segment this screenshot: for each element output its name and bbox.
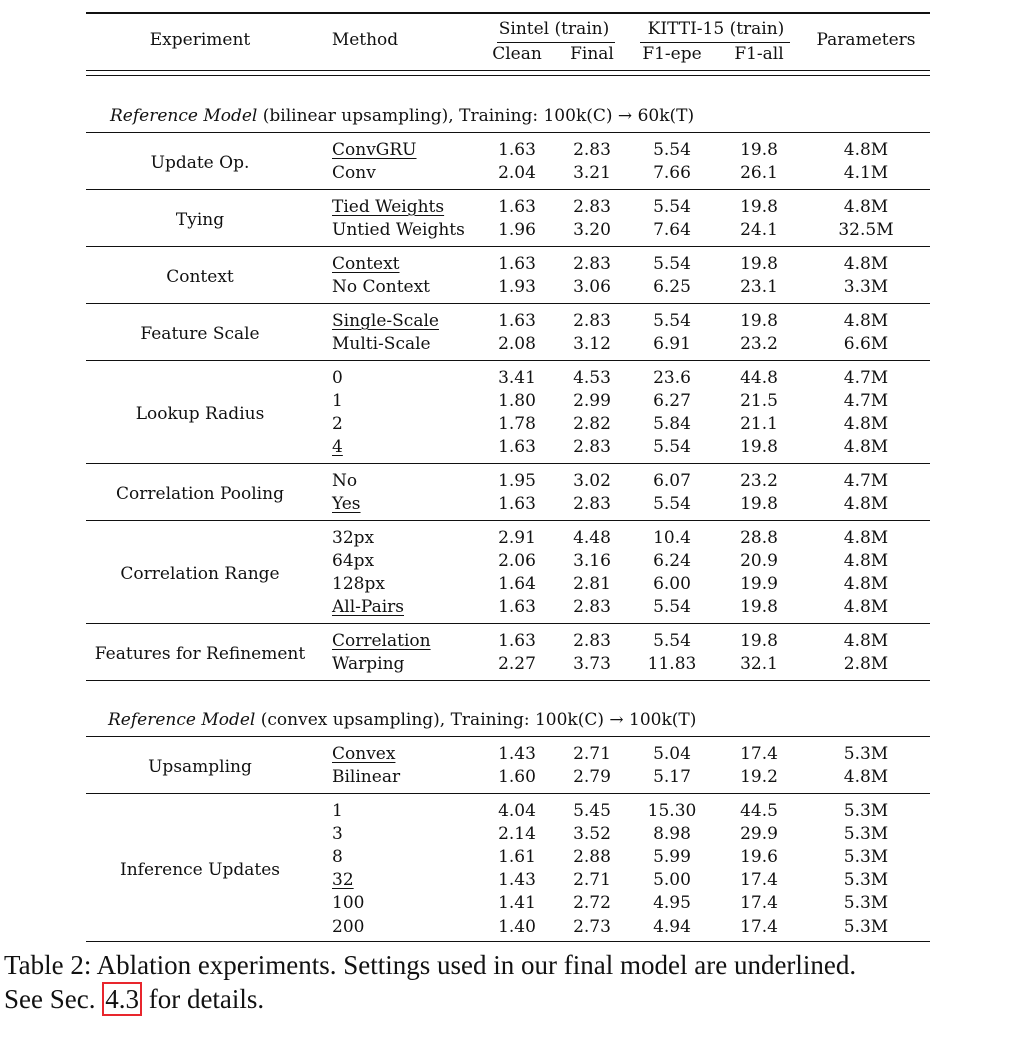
table-rule xyxy=(86,463,930,464)
value-cell-params: 5.3M xyxy=(843,801,889,821)
value-cell-epe: 5.00 xyxy=(653,870,691,891)
value-cell-all: 23.2 xyxy=(740,471,778,491)
header-method: Method xyxy=(331,30,399,50)
value-cell-epe: 6.00 xyxy=(653,574,691,595)
value-cell-final: 2.83 xyxy=(573,197,611,217)
value-cell-epe: 6.91 xyxy=(653,334,691,355)
table-rule xyxy=(86,246,930,247)
method-cell: No Context xyxy=(332,277,431,298)
table-rule xyxy=(86,360,930,361)
section-title-italic: Reference Model xyxy=(110,106,258,126)
value-cell-all: 17.4 xyxy=(740,744,778,764)
value-cell-final: 2.79 xyxy=(573,767,611,788)
value-cell-final: 2.83 xyxy=(573,494,611,515)
value-cell-params: 4.7M xyxy=(843,368,889,388)
value-cell-params: 4.8M xyxy=(843,140,889,160)
value-cell-epe: 5.54 xyxy=(653,140,691,160)
value-cell-all: 44.8 xyxy=(740,368,778,388)
value-cell-clean: 1.41 xyxy=(498,893,536,914)
value-cell-epe: 5.54 xyxy=(653,597,691,618)
method-cell: Context xyxy=(332,254,400,274)
value-cell-final: 2.83 xyxy=(573,597,611,618)
top-rule xyxy=(86,12,930,14)
value-cell-clean: 1.43 xyxy=(498,744,536,764)
value-cell-clean: 1.93 xyxy=(498,277,536,298)
caption xyxy=(4,948,1014,1016)
value-cell-all: 23.2 xyxy=(740,334,778,355)
value-cell-params: 5.3M xyxy=(843,893,889,914)
method-cell: All-Pairs xyxy=(332,597,404,618)
value-cell-all: 32.1 xyxy=(740,654,778,675)
value-cell-params: 3.3M xyxy=(843,277,889,298)
table-rule xyxy=(86,793,930,794)
value-cell-clean: 1.43 xyxy=(498,870,536,891)
value-cell-epe: 8.98 xyxy=(653,824,691,845)
header-clean: Clean xyxy=(492,44,542,64)
value-cell-final: 3.73 xyxy=(573,654,611,675)
caption-text-pre: See Sec. xyxy=(4,984,103,1014)
value-cell-epe: 5.04 xyxy=(653,744,691,764)
value-cell-params: 5.3M xyxy=(843,744,889,764)
value-cell-final: 2.83 xyxy=(573,437,611,458)
table-rule xyxy=(86,132,930,133)
value-cell-clean: 2.06 xyxy=(498,551,536,572)
section-title-bilinear xyxy=(110,106,694,126)
value-cell-final: 4.48 xyxy=(573,528,611,548)
value-cell-epe: 6.27 xyxy=(653,391,691,412)
method-cell: 3 xyxy=(332,824,343,845)
value-cell-all: 19.8 xyxy=(740,140,778,160)
value-cell-params: 4.8M xyxy=(843,597,889,618)
value-cell-params: 4.8M xyxy=(843,551,889,572)
value-cell-all: 19.9 xyxy=(740,574,778,595)
section-title-rest: (convex upsampling), Training: 100k(C) → 100k(T) xyxy=(260,710,697,730)
experiment-name: Update Op. xyxy=(150,153,250,174)
value-cell-params: 4.8M xyxy=(843,254,889,274)
header-f1-all: F1-all xyxy=(734,44,784,64)
table-rule xyxy=(86,736,930,737)
value-cell-epe: 5.17 xyxy=(653,767,691,788)
value-cell-params: 5.3M xyxy=(843,847,889,868)
header-sintel: Sintel (train) xyxy=(498,19,610,39)
sintel-group-line xyxy=(497,42,615,43)
value-cell-params: 4.8M xyxy=(843,437,889,458)
value-cell-clean: 1.63 xyxy=(498,437,536,458)
value-cell-clean: 1.80 xyxy=(498,391,536,412)
caption-line-1: Table 2: Ablation experiments. Settings used in our final model are underlined. xyxy=(4,950,857,980)
value-cell-all: 20.9 xyxy=(740,551,778,572)
value-cell-all: 17.4 xyxy=(740,870,778,891)
value-cell-all: 19.8 xyxy=(740,197,778,217)
value-cell-params: 2.8M xyxy=(843,654,889,675)
method-cell: Tied Weights xyxy=(332,197,445,217)
method-cell: 64px xyxy=(332,551,375,572)
header-f1-epe: F1-epe xyxy=(642,44,702,64)
value-cell-final: 3.02 xyxy=(573,471,611,491)
method-cell: 32px xyxy=(332,528,375,548)
value-cell-params: 32.5M xyxy=(838,220,894,241)
experiment-name: Upsampling xyxy=(148,757,252,778)
value-cell-final: 2.72 xyxy=(573,893,611,914)
value-cell-all: 19.8 xyxy=(740,494,778,515)
method-cell: Bilinear xyxy=(332,767,401,788)
value-cell-params: 4.1M xyxy=(843,163,889,184)
method-cell: Conv xyxy=(332,163,376,184)
value-cell-clean: 2.91 xyxy=(498,528,536,548)
value-cell-clean: 1.78 xyxy=(498,414,536,435)
value-cell-clean: 1.60 xyxy=(498,767,536,788)
value-cell-epe: 5.54 xyxy=(653,437,691,458)
value-cell-params: 4.8M xyxy=(843,494,889,515)
value-cell-epe: 6.25 xyxy=(653,277,691,298)
table-rule xyxy=(86,189,930,190)
value-cell-clean: 1.64 xyxy=(498,574,536,595)
value-cell-params: 4.8M xyxy=(843,574,889,595)
section-title-rest: (bilinear upsampling), Training: 100k(C) → 60k(T) xyxy=(262,106,695,126)
method-cell: Single-Scale xyxy=(332,311,439,331)
value-cell-params: 4.8M xyxy=(843,311,889,331)
value-cell-all: 44.5 xyxy=(740,801,778,821)
value-cell-final: 2.73 xyxy=(573,916,611,937)
caption-line-2 xyxy=(4,982,1014,1016)
kitti-group-line xyxy=(640,42,790,43)
value-cell-all: 19.6 xyxy=(740,847,778,868)
value-cell-clean: 1.63 xyxy=(498,197,536,217)
experiment-name: Tying xyxy=(175,210,225,231)
method-cell: 8 xyxy=(332,847,343,868)
value-cell-final: 2.71 xyxy=(573,744,611,764)
method-cell: 4 xyxy=(332,437,343,458)
value-cell-final: 4.53 xyxy=(573,368,611,388)
experiment-name: Correlation Pooling xyxy=(116,484,284,505)
method-cell: 1 xyxy=(332,801,343,821)
experiment-name: Features for Refinement xyxy=(94,644,306,665)
value-cell-epe: 4.94 xyxy=(653,916,691,937)
header-kitti: KITTI-15 (train) xyxy=(647,19,785,39)
value-cell-final: 2.82 xyxy=(573,414,611,435)
value-cell-params: 5.3M xyxy=(843,870,889,891)
value-cell-all: 17.4 xyxy=(740,893,778,914)
value-cell-all: 17.4 xyxy=(740,916,778,937)
value-cell-final: 5.45 xyxy=(573,801,611,821)
value-cell-final: 2.71 xyxy=(573,870,611,891)
value-cell-final: 3.06 xyxy=(573,277,611,298)
table-rule xyxy=(86,680,930,681)
method-cell: 32 xyxy=(332,870,354,891)
value-cell-params: 4.8M xyxy=(843,767,889,788)
value-cell-clean: 1.63 xyxy=(498,631,536,651)
experiment-name: Correlation Range xyxy=(120,564,280,585)
value-cell-clean: 2.04 xyxy=(498,163,536,184)
value-cell-params: 4.7M xyxy=(843,471,889,491)
value-cell-epe: 7.66 xyxy=(653,163,691,184)
value-cell-clean: 2.14 xyxy=(498,824,536,845)
section-reference-link[interactable]: 4.3 xyxy=(102,982,142,1016)
method-cell: 100 xyxy=(332,893,365,914)
section-title-convex xyxy=(108,710,696,730)
value-cell-epe: 5.54 xyxy=(653,197,691,217)
value-cell-all: 23.1 xyxy=(740,277,778,298)
table-rule xyxy=(86,623,930,624)
value-cell-params: 4.7M xyxy=(843,391,889,412)
method-cell: 0 xyxy=(332,368,343,388)
value-cell-clean: 1.96 xyxy=(498,220,536,241)
value-cell-final: 2.83 xyxy=(573,311,611,331)
value-cell-all: 29.9 xyxy=(740,824,778,845)
value-cell-all: 28.8 xyxy=(740,528,778,548)
value-cell-all: 19.8 xyxy=(740,631,778,651)
value-cell-epe: 10.4 xyxy=(653,528,691,548)
value-cell-clean: 3.41 xyxy=(498,368,536,388)
value-cell-clean: 1.95 xyxy=(498,471,536,491)
value-cell-params: 4.8M xyxy=(843,528,889,548)
value-cell-all: 19.8 xyxy=(740,437,778,458)
value-cell-clean: 1.63 xyxy=(498,597,536,618)
header-final: Final xyxy=(570,44,614,64)
method-cell: 1 xyxy=(332,391,343,412)
experiment-name: Inference Updates xyxy=(120,860,280,881)
method-cell: Multi-Scale xyxy=(332,334,431,355)
value-cell-all: 24.1 xyxy=(740,220,778,241)
value-cell-all: 19.8 xyxy=(740,254,778,274)
value-cell-params: 4.8M xyxy=(843,631,889,651)
value-cell-clean: 4.04 xyxy=(498,801,536,821)
value-cell-clean: 1.40 xyxy=(498,916,536,937)
value-cell-epe: 5.54 xyxy=(653,494,691,515)
value-cell-final: 3.16 xyxy=(573,551,611,572)
value-cell-final: 2.83 xyxy=(573,254,611,274)
value-cell-epe: 15.30 xyxy=(647,801,697,821)
method-cell: 128px xyxy=(332,574,385,595)
value-cell-clean: 2.27 xyxy=(498,654,536,675)
value-cell-epe: 5.54 xyxy=(653,311,691,331)
value-cell-final: 3.21 xyxy=(573,163,611,184)
value-cell-final: 3.20 xyxy=(573,220,611,241)
value-cell-final: 3.52 xyxy=(573,824,611,845)
value-cell-epe: 7.64 xyxy=(653,220,691,241)
method-cell: Correlation xyxy=(332,631,431,651)
value-cell-clean: 1.61 xyxy=(498,847,536,868)
value-cell-epe: 5.54 xyxy=(653,631,691,651)
method-cell: ConvGRU xyxy=(332,140,417,160)
value-cell-params: 5.3M xyxy=(843,916,889,937)
method-cell: No xyxy=(332,471,358,491)
method-cell: 2 xyxy=(332,414,343,435)
value-cell-final: 2.83 xyxy=(573,631,611,651)
value-cell-params: 6.6M xyxy=(843,334,889,355)
experiment-name: Feature Scale xyxy=(140,324,260,345)
value-cell-clean: 1.63 xyxy=(498,140,536,160)
method-cell: Yes xyxy=(332,494,361,515)
value-cell-final: 2.99 xyxy=(573,391,611,412)
table-rule xyxy=(86,941,930,942)
value-cell-all: 26.1 xyxy=(740,163,778,184)
value-cell-all: 19.8 xyxy=(740,597,778,618)
value-cell-epe: 6.24 xyxy=(653,551,691,572)
value-cell-all: 21.5 xyxy=(740,391,778,412)
header-experiment: Experiment xyxy=(149,30,251,50)
value-cell-all: 19.2 xyxy=(740,767,778,788)
value-cell-clean: 2.08 xyxy=(498,334,536,355)
value-cell-epe: 5.84 xyxy=(653,414,691,435)
value-cell-params: 4.8M xyxy=(843,197,889,217)
value-cell-final: 2.83 xyxy=(573,140,611,160)
value-cell-final: 2.81 xyxy=(573,574,611,595)
value-cell-clean: 1.63 xyxy=(498,254,536,274)
method-cell: Warping xyxy=(332,654,405,675)
value-cell-epe: 5.54 xyxy=(653,254,691,274)
value-cell-params: 4.8M xyxy=(843,414,889,435)
experiment-name: Lookup Radius xyxy=(135,404,265,425)
value-cell-clean: 1.63 xyxy=(498,311,536,331)
value-cell-epe: 4.95 xyxy=(653,893,691,914)
section-title-italic: Reference Model xyxy=(108,710,256,730)
value-cell-epe: 5.99 xyxy=(653,847,691,868)
caption-text-post: for details. xyxy=(141,984,265,1014)
value-cell-params: 5.3M xyxy=(843,824,889,845)
value-cell-epe: 11.83 xyxy=(647,654,697,675)
value-cell-final: 3.12 xyxy=(573,334,611,355)
experiment-name: Context xyxy=(166,267,234,288)
header-double-rule-bottom xyxy=(86,75,930,76)
value-cell-epe: 6.07 xyxy=(653,471,691,491)
method-cell: 200 xyxy=(332,916,365,937)
value-cell-all: 21.1 xyxy=(740,414,778,435)
header-parameters: Parameters xyxy=(816,30,916,50)
header-double-rule-top xyxy=(86,70,930,71)
value-cell-final: 2.88 xyxy=(573,847,611,868)
table-rule xyxy=(86,303,930,304)
method-cell: Convex xyxy=(332,744,396,764)
table-rule xyxy=(86,520,930,521)
value-cell-all: 19.8 xyxy=(740,311,778,331)
value-cell-clean: 1.63 xyxy=(498,494,536,515)
method-cell: Untied Weights xyxy=(332,220,465,241)
value-cell-epe: 23.6 xyxy=(653,368,691,388)
